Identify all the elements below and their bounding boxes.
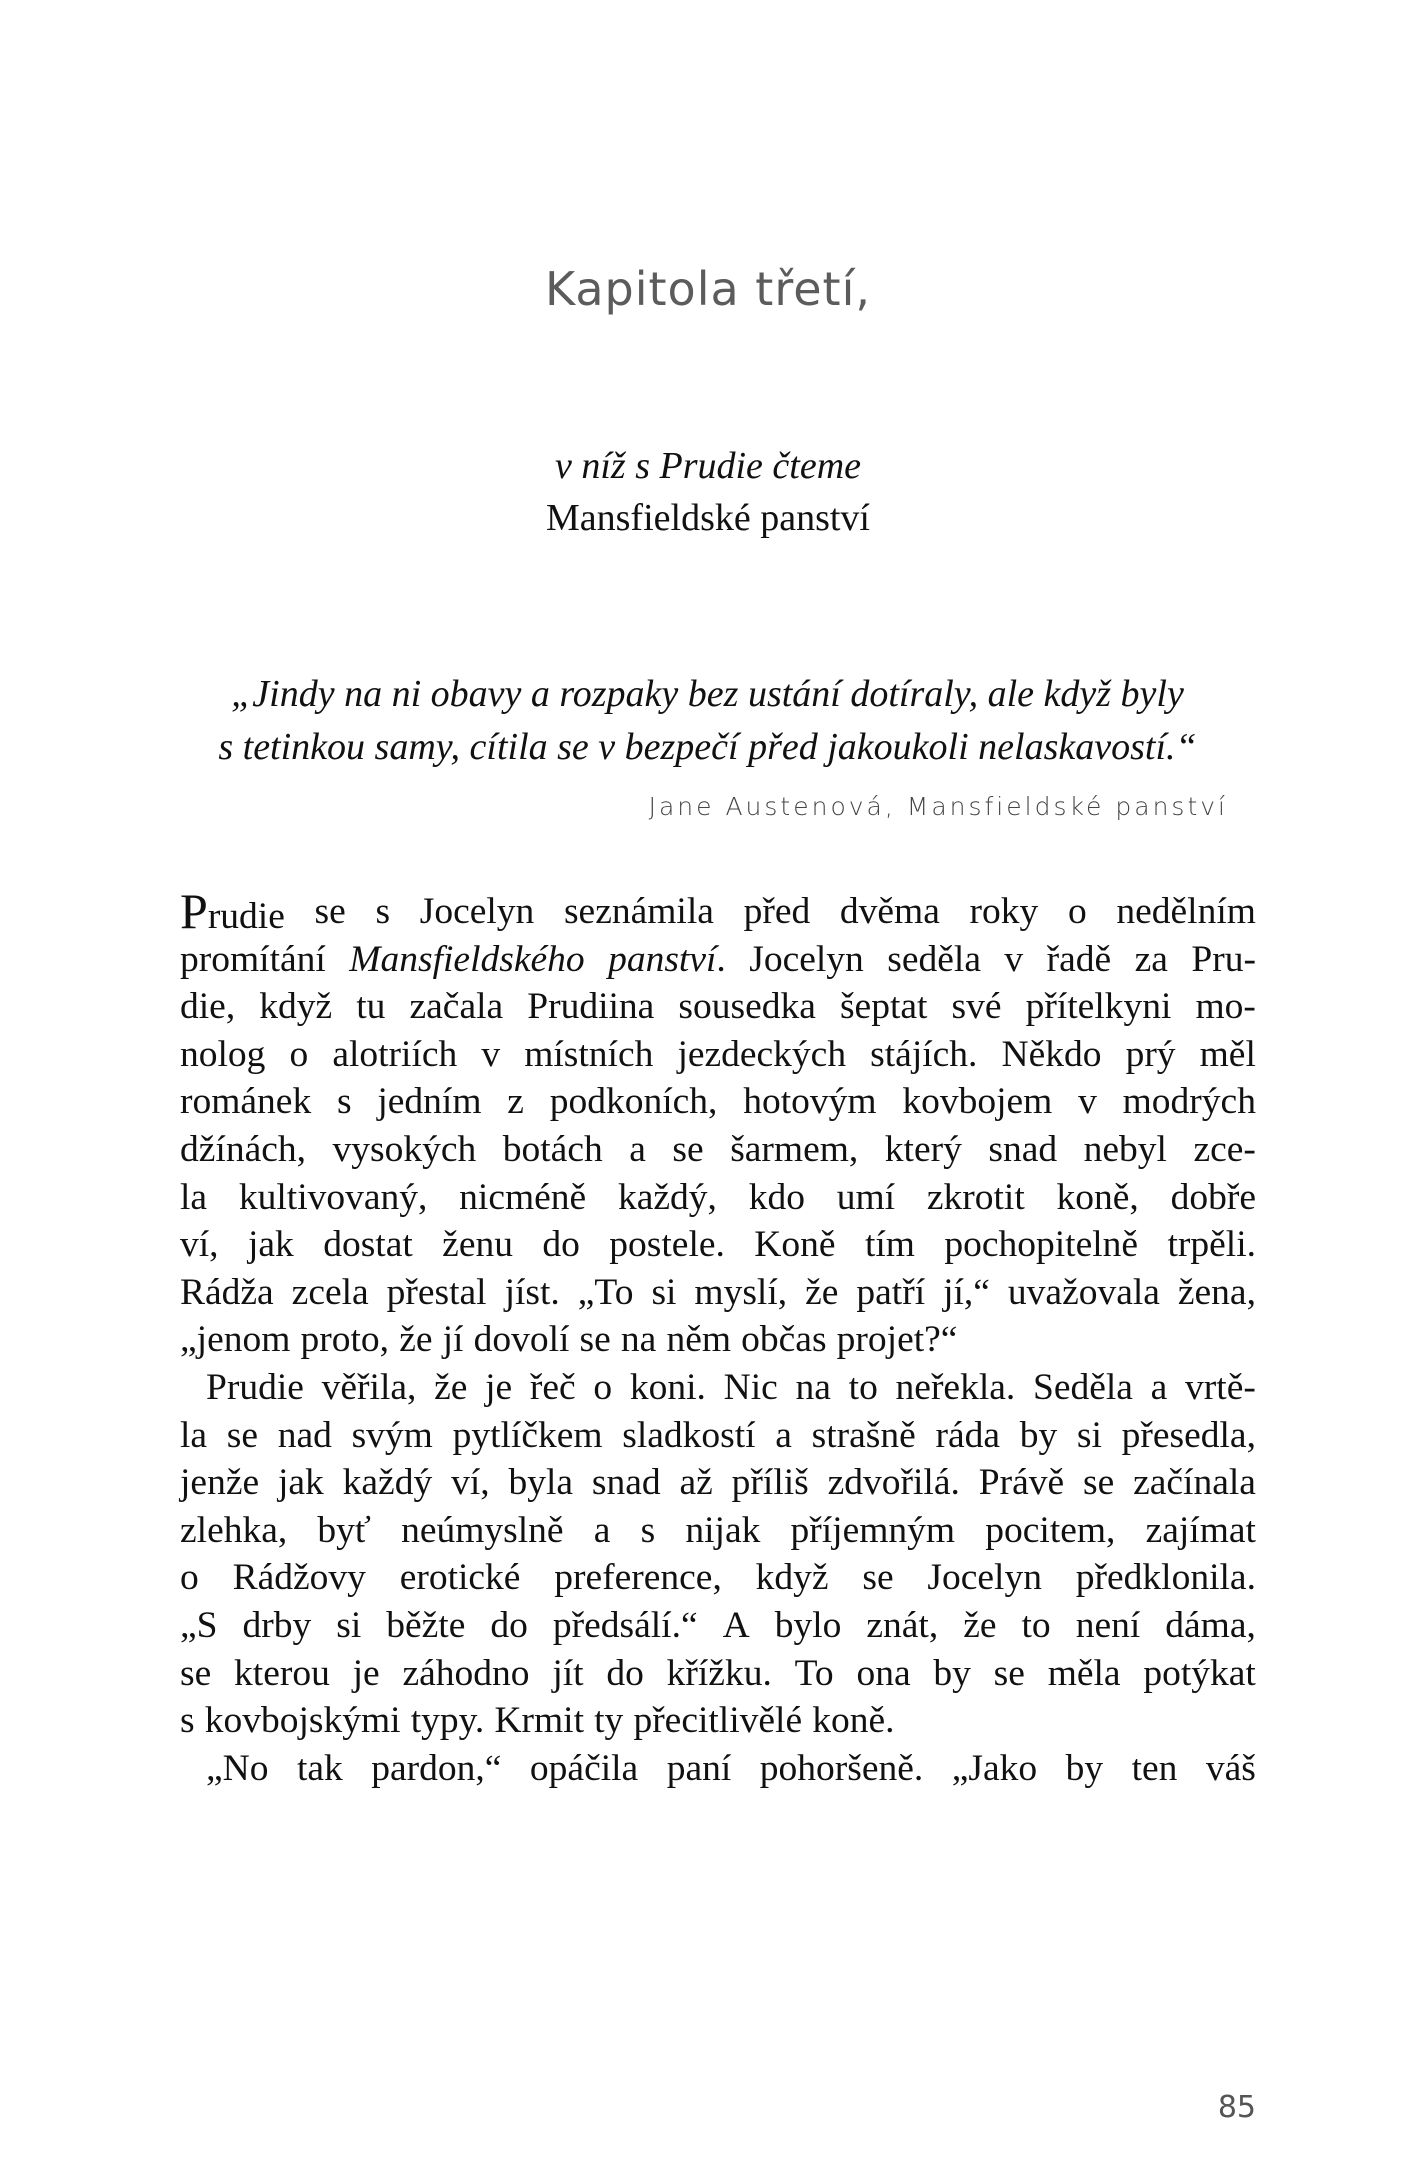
body-word: podkoních, <box>549 1081 718 1123</box>
body-line <box>180 1221 1256 1269</box>
body-word: potýkat <box>1143 1652 1256 1694</box>
body-word: „Jako <box>951 1747 1038 1789</box>
body-word: nebyl <box>1083 1128 1167 1170</box>
body-word: do <box>606 1652 644 1694</box>
body-word: o <box>593 1366 613 1408</box>
body-line <box>180 1697 1256 1745</box>
body-word: a <box>593 1509 611 1551</box>
body-word: na <box>620 1319 657 1361</box>
body-word: před <box>743 891 811 932</box>
body-word: ženu <box>442 1224 513 1266</box>
body-word: v <box>1078 1081 1097 1123</box>
body-word: Jocelyn <box>749 938 864 980</box>
body-word: neřekla. <box>895 1366 1016 1408</box>
body-word: Krmit <box>494 1700 585 1742</box>
body-line <box>180 983 1256 1031</box>
epigraph-quote <box>185 668 1230 774</box>
chapter-subtitle <box>0 440 1416 544</box>
body-line <box>180 883 1256 939</box>
body-word: každý, <box>617 1176 717 1218</box>
body-word: záhodno <box>402 1652 530 1694</box>
body-word: že <box>399 1319 433 1361</box>
body-word: kovbojem <box>902 1081 1053 1123</box>
body-word: dáma, <box>1165 1604 1256 1646</box>
body-word: „jenom <box>180 1319 291 1361</box>
body-word: strašně <box>811 1414 916 1456</box>
body-word: kultivovaný, <box>238 1176 428 1218</box>
body-word: drby <box>242 1604 312 1646</box>
body-word: řadě <box>1046 938 1112 980</box>
body-word: jenže <box>180 1462 260 1504</box>
body-word: přesedla, <box>1121 1414 1256 1456</box>
body-word: promítání <box>180 938 326 980</box>
drop-cap: P <box>180 883 208 939</box>
body-word: ví, <box>180 1224 219 1266</box>
body-word: Mansfieldského <box>349 938 585 980</box>
body-word: kterou <box>234 1652 330 1694</box>
body-word: pochopitelně <box>944 1224 1139 1266</box>
body-word: Seděla <box>1032 1366 1133 1408</box>
body-word: panství. <box>608 938 726 980</box>
body-word: jezdeckých <box>677 1033 847 1075</box>
body-word: žena, <box>1177 1271 1256 1313</box>
body-word: jíst. <box>504 1271 560 1313</box>
body-word: bylo <box>774 1604 842 1646</box>
body-word: místních <box>524 1033 654 1075</box>
body-word: o <box>1067 891 1087 932</box>
body-word: když <box>259 986 333 1028</box>
body-word: modrých <box>1122 1081 1256 1123</box>
body-word: do <box>542 1224 580 1266</box>
body-word: paní <box>666 1747 732 1789</box>
body-word: začala <box>409 986 504 1028</box>
body-word: do <box>490 1604 528 1646</box>
body-word: a <box>775 1414 792 1456</box>
body-word: ty <box>594 1700 624 1742</box>
chapter-subtitle-italic: v níž s Prudie čteme <box>554 445 862 487</box>
body-word: přecitlivělé <box>633 1700 803 1742</box>
epigraph-line: s tetinkou samy, cítila se v bezpečí před jakoukoli nelaskavostí.“ <box>218 726 1197 768</box>
body-word: jak <box>277 1462 324 1504</box>
body-word: ráda <box>935 1414 1001 1456</box>
body-line <box>180 1364 1256 1412</box>
body-line <box>180 936 1256 984</box>
body-word: a <box>629 1128 646 1170</box>
body-word: s <box>336 1081 352 1123</box>
body-word: patří <box>856 1271 926 1313</box>
body-word: „No <box>206 1747 269 1789</box>
body-word: znát, <box>866 1604 939 1646</box>
body-word: la <box>180 1414 208 1456</box>
body-word: něm <box>666 1319 732 1361</box>
body-word: umí <box>836 1176 896 1218</box>
body-word: projet?“ <box>836 1319 958 1361</box>
body-word: dostat <box>323 1224 413 1266</box>
body-word: se <box>1082 1462 1115 1504</box>
body-word: se <box>226 1414 259 1456</box>
body-word: nijak <box>685 1509 761 1551</box>
body-line <box>180 1650 1256 1698</box>
body-line <box>180 1174 1256 1222</box>
body-word: opáčila <box>529 1747 639 1789</box>
body-word: vrtě- <box>1185 1366 1256 1408</box>
page-number: 85 <box>1217 2090 1256 2125</box>
body-word: řeč <box>529 1366 576 1408</box>
body-word: by <box>1019 1414 1058 1456</box>
chapter-title: Kapitola třetí, <box>545 262 871 316</box>
body-word: měla <box>1047 1652 1121 1694</box>
body-word: příjemným <box>790 1509 956 1551</box>
body-word: Právě <box>978 1462 1065 1504</box>
body-word: svým <box>351 1414 433 1456</box>
body-line <box>180 1459 1256 1507</box>
body-word: Prudie <box>180 883 285 939</box>
body-word: Nic <box>723 1366 778 1408</box>
body-word: kdo <box>748 1176 805 1218</box>
body-text <box>180 883 1256 1792</box>
body-word: si <box>336 1604 362 1646</box>
body-word: uvažovala <box>1007 1271 1160 1313</box>
body-word: váš <box>1205 1747 1256 1789</box>
body-word: předklonila. <box>1075 1557 1256 1599</box>
body-word: dvěma <box>839 891 940 932</box>
body-word: „S <box>180 1604 218 1646</box>
body-word: se <box>180 1652 212 1694</box>
body-word: tu <box>356 986 386 1028</box>
body-word: pytlíčkem <box>452 1414 603 1456</box>
body-word: to <box>848 1366 878 1408</box>
body-word: až <box>679 1462 713 1504</box>
body-word: postele. <box>609 1224 725 1266</box>
body-word: o <box>289 1033 309 1075</box>
body-word: věřila, <box>321 1366 417 1408</box>
body-line <box>180 1316 1256 1364</box>
body-line <box>180 1269 1256 1317</box>
body-line <box>180 1412 1256 1460</box>
body-word: pardon,“ <box>371 1747 502 1789</box>
body-word: příliš <box>731 1462 809 1504</box>
body-word: že <box>805 1271 839 1313</box>
epigraph-line: „Jindy na ni obavy a rozpaky bez ustání dotíraly, ale když byly <box>231 673 1184 715</box>
body-word: botách <box>502 1128 603 1170</box>
body-word: nolog <box>180 1033 266 1075</box>
body-word: Prudiina <box>527 986 655 1028</box>
body-word: snad <box>988 1128 1058 1170</box>
body-word: mo- <box>1195 986 1256 1028</box>
body-word: sousedka <box>678 986 816 1028</box>
body-word: jak <box>247 1224 294 1266</box>
body-word: ví, <box>451 1462 490 1504</box>
body-word: tak <box>296 1747 343 1789</box>
body-line <box>180 1602 1256 1650</box>
body-word: by <box>1065 1747 1104 1789</box>
body-word: se <box>579 1319 611 1361</box>
body-word: Jocelyn <box>419 891 535 932</box>
body-word: se <box>862 1557 894 1599</box>
body-word: Rádža <box>180 1271 274 1313</box>
body-word: roky <box>969 891 1039 932</box>
body-word: A <box>722 1604 750 1646</box>
body-word: vysokých <box>332 1128 477 1170</box>
body-word: o <box>180 1557 199 1599</box>
body-word: se <box>672 1128 704 1170</box>
body-word: dovolí <box>473 1319 570 1361</box>
body-word: přestal <box>386 1271 487 1313</box>
body-word: zce- <box>1193 1128 1256 1170</box>
body-word: Pru- <box>1191 938 1256 980</box>
body-word: koně. <box>812 1700 895 1742</box>
body-word: la <box>180 1176 208 1218</box>
body-word: jedním <box>377 1081 482 1123</box>
body-word: To <box>794 1652 834 1694</box>
body-word: die, <box>180 986 236 1028</box>
body-word: a <box>1150 1366 1168 1408</box>
body-word: že <box>963 1604 997 1646</box>
body-word: zdvořilá. <box>827 1462 960 1504</box>
body-word: si <box>1076 1414 1102 1456</box>
body-word: neúmyslně <box>401 1509 564 1551</box>
body-line <box>180 1031 1256 1079</box>
body-word: seznámila <box>563 891 714 932</box>
body-word: jít <box>552 1652 584 1694</box>
body-word: ten <box>1131 1747 1178 1789</box>
body-word: byť <box>317 1509 371 1551</box>
body-word: který <box>884 1128 962 1170</box>
body-word: na <box>795 1366 831 1408</box>
body-word: trpěli. <box>1167 1224 1256 1266</box>
body-word: byla <box>508 1462 574 1504</box>
body-word: občas <box>741 1319 827 1361</box>
body-word: Rádžovy <box>232 1557 366 1599</box>
body-word: v <box>481 1033 501 1075</box>
body-word: hotovým <box>743 1081 877 1123</box>
body-line <box>180 1507 1256 1555</box>
body-word: z <box>507 1081 524 1123</box>
body-word: zkrotit <box>926 1176 1025 1218</box>
body-word: jí,“ <box>943 1271 990 1313</box>
body-word: přítelkyni <box>1025 986 1172 1028</box>
body-word: s <box>640 1509 656 1551</box>
body-line <box>180 1126 1256 1174</box>
body-word: své <box>951 986 1002 1028</box>
body-word: pocitem, <box>985 1509 1116 1551</box>
body-word: pohoršeně. <box>759 1747 924 1789</box>
body-word: seděla <box>887 938 981 980</box>
body-word: románek <box>180 1081 312 1123</box>
body-word: alotriích <box>332 1033 458 1075</box>
body-word: koni. <box>629 1366 706 1408</box>
body-word: předsálí.“ <box>552 1604 698 1646</box>
body-word: šarmem, <box>730 1128 859 1170</box>
body-word: když <box>755 1557 829 1599</box>
body-word: si <box>651 1271 677 1313</box>
body-word: se <box>314 891 346 932</box>
body-word: džínách, <box>180 1128 306 1170</box>
body-word: v <box>1004 938 1024 980</box>
body-word: zajímat <box>1145 1509 1256 1551</box>
body-word: nad <box>277 1414 332 1456</box>
body-word: zlehka, <box>180 1509 288 1551</box>
epigraph-source: Jane Austenová, Mansfieldské panství <box>648 792 1228 821</box>
body-word: snad <box>591 1462 661 1504</box>
body-word: že <box>434 1366 468 1408</box>
body-word: koně, <box>1056 1176 1139 1218</box>
body-line <box>180 1745 1256 1793</box>
body-word: běžte <box>386 1604 466 1646</box>
body-word: to <box>1021 1604 1051 1646</box>
body-word: proto, <box>300 1319 390 1361</box>
body-word: ona <box>856 1652 911 1694</box>
body-word: za <box>1134 938 1168 980</box>
body-word: šeptat <box>839 986 928 1028</box>
body-word: typy. <box>410 1700 485 1742</box>
body-word: Jocelyn <box>927 1557 1042 1599</box>
body-line <box>180 1078 1256 1126</box>
body-word: myslí, <box>694 1271 788 1313</box>
body-word: se <box>993 1652 1025 1694</box>
body-word: by <box>933 1652 971 1694</box>
body-word: „To <box>577 1271 634 1313</box>
body-word: Koně <box>754 1224 836 1266</box>
body-word: dobře <box>1170 1176 1256 1218</box>
body-word: prý <box>1125 1033 1176 1075</box>
body-word: každý <box>342 1462 433 1504</box>
body-word: tím <box>864 1224 915 1266</box>
body-word: křížku. <box>666 1652 772 1694</box>
body-word: jí <box>442 1319 464 1361</box>
body-word: s <box>375 891 391 932</box>
body-word: kovbojskými <box>204 1700 401 1742</box>
body-line <box>180 1554 1256 1602</box>
body-word: stájích. <box>870 1033 978 1075</box>
body-word: nicméně <box>459 1176 587 1218</box>
body-word: Někdo <box>1001 1033 1102 1075</box>
body-word: není <box>1075 1604 1141 1646</box>
body-word: sladkostí <box>622 1414 756 1456</box>
body-word: nedělním <box>1116 891 1256 932</box>
body-word: erotické <box>399 1557 521 1599</box>
body-word: začínala <box>1133 1462 1256 1504</box>
chapter-subtitle-roman: Mansfieldské panství <box>545 497 870 539</box>
body-word: preference, <box>554 1557 722 1599</box>
body-word: je <box>485 1366 513 1408</box>
body-word: zcela <box>291 1271 369 1313</box>
body-word: je <box>352 1652 380 1694</box>
body-word: měl <box>1199 1033 1256 1075</box>
body-word: s <box>180 1700 195 1742</box>
body-word: Prudie <box>206 1366 304 1408</box>
